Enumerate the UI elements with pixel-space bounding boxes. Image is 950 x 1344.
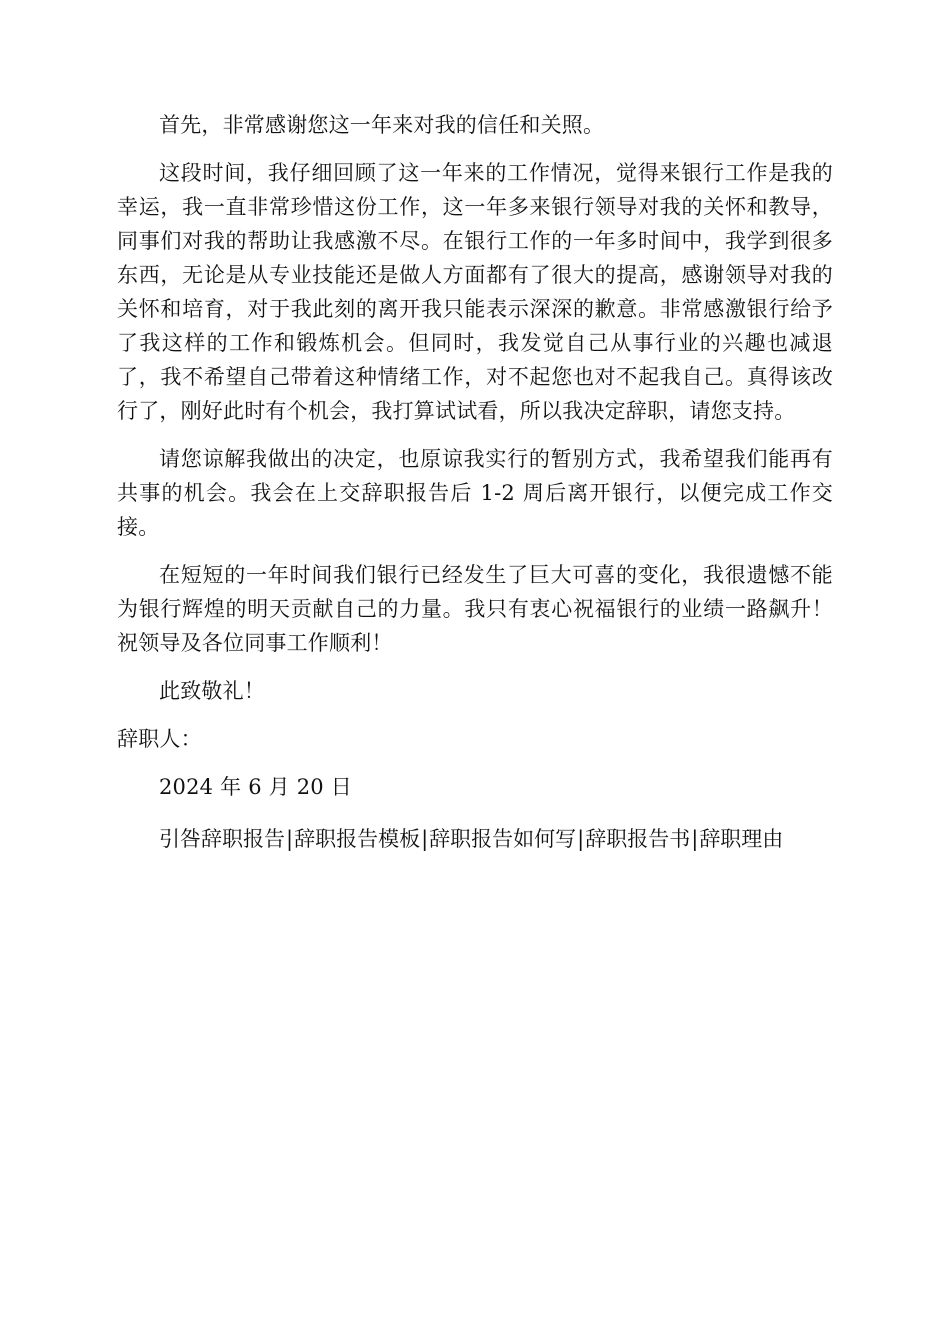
related-tags — [117, 822, 833, 856]
tag-separator: | — [577, 827, 585, 851]
related-tag-link[interactable]: 引咎辞职报告 — [159, 827, 285, 851]
paragraph-wishes: 在短短的一年时间我们银行已经发生了巨大可喜的变化，我很遗憾不能为银行辉煌的明天贡献自己的力量。我只有衷心祝福银行的业绩一路飙升！祝领导及各位同事工作顺利！ — [117, 563, 833, 655]
tag-separator: | — [421, 827, 429, 851]
document-body — [117, 108, 833, 856]
paragraph-reflection: 这段时间，我仔细回顾了这一年来的工作情况，觉得来银行工作是我的幸运，我一直非常珍惜这份工作，这一年多来银行领导对我的关怀和教导，同事们对我的帮助让我感激不尽。在银行工作的一年多时间中，我学到很多东西，无论是从专业技能还是做人方面都有了很大的提高，感谢领导对我的关怀和培育，对于我此刻的离开我只能表示深深的歉意。非常感激银行给予了我这样的工作和锻炼机会。但同时，我发觉自己从事行业的兴趣也减退了，我不希望自己带着这种情绪工作，对不起您也对不起我自己。真得该改行了，刚好此时有个机会，我打算试试看，所以我决定辞职，请您支持。 — [117, 161, 833, 423]
related-tag-link[interactable]: 辞职报告如何写 — [429, 827, 577, 851]
paragraph-thanks: 首先，非常感谢您这一年来对我的信任和关照。 — [159, 113, 605, 137]
signature-label: 辞职人： — [117, 727, 202, 751]
closing-salutation: 此致敬礼！ — [159, 679, 265, 703]
paragraph-request: 请您谅解我做出的决定，也原谅我实行的暂别方式，我希望我们能再有共事的机会。我会在上交辞职报告后 1-2 周后离开银行，以便完成工作交接。 — [117, 447, 833, 539]
related-tag-link[interactable]: 辞职报告模板 — [294, 827, 421, 851]
related-tag-link[interactable]: 辞职报告书 — [585, 827, 691, 851]
related-tag-link[interactable]: 辞职理由 — [699, 827, 784, 851]
tag-separator: | — [691, 827, 699, 851]
tag-separator: | — [286, 827, 294, 851]
letter-date: 2024 年 6 月 20 日 — [159, 775, 352, 799]
